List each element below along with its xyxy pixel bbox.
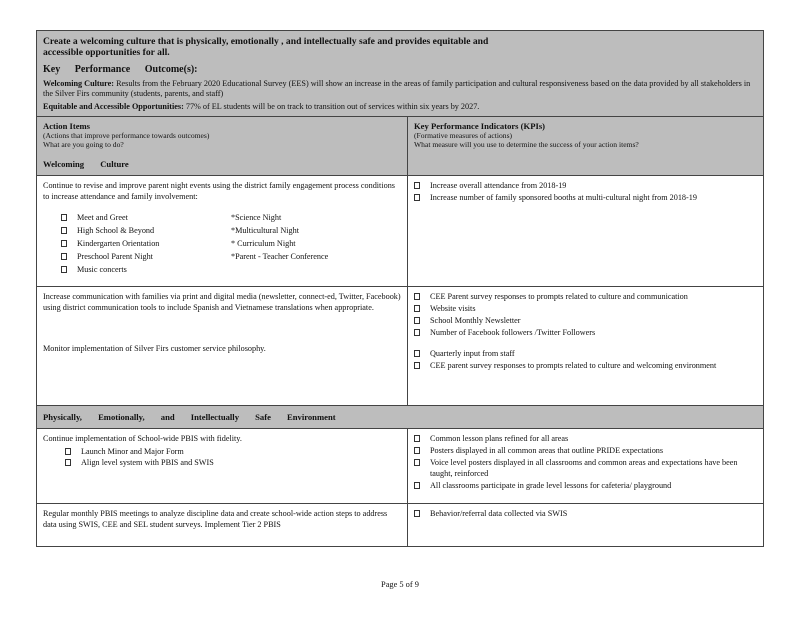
list-item: Quarterly input from staff (414, 348, 757, 359)
equitable-outcome (43, 102, 757, 112)
list-item: Behavior/referral data collected via SWIS (414, 508, 757, 519)
table-row (37, 504, 763, 546)
event-list (61, 212, 401, 275)
row1-kpis (414, 180, 757, 203)
plan-page (36, 30, 764, 547)
bullet-box-icon (61, 227, 67, 234)
list-item: Kindergarten Orientation (61, 238, 231, 249)
list-item: Music concerts (61, 264, 231, 275)
table-row (37, 176, 763, 287)
list-item: Preschool Parent Night (61, 251, 231, 262)
bullet-box-icon (414, 350, 420, 357)
row3-action: Continue implementation of School-wide PBIS with fidelity. (43, 434, 242, 443)
section-welcoming-culture: Welcoming Culture (37, 153, 408, 175)
row3-kpis (414, 433, 757, 491)
row2-kpis-b (414, 348, 757, 371)
row4-action: Regular monthly PBIS meetings to analyze discipline data and create school-wide action steps to address data using SWIS, CEE and SEL student surveys. Implement Tier 2 PBIS (43, 509, 388, 529)
bullet-box-icon (414, 182, 420, 189)
row2-action-a: Increase communication with families via print and digital media (newsletter, connect-ed, Twitter, Facebook) using district communication tools to include Spanish and Vietnamese translations when appropriate. (43, 292, 401, 312)
welcoming-text: Results from the February 2020 Educational Survey (EES) will show an increase in the areas of family participation and cultural responsiveness based on the data provided by all stakeholders in the Silver Firs community (students, parents, and staff) (43, 79, 751, 98)
list-item: *Science Night (231, 213, 282, 222)
equitable-label: Equitable and Accessible Opportunities: (43, 102, 184, 111)
bullet-box-icon (414, 510, 420, 517)
list-item: Launch Minor and Major Form (65, 446, 401, 457)
bullet-box-icon (414, 482, 420, 489)
action-items-header (37, 117, 408, 153)
list-item: Common lesson plans refined for all areas (414, 433, 757, 444)
goal-title-line2: accessible opportunities for all. (43, 47, 170, 58)
table-header (37, 117, 763, 176)
bullet-box-icon (414, 459, 420, 466)
bullet-box-icon (414, 435, 420, 442)
row2-kpis-a (414, 291, 757, 338)
section-band (37, 406, 763, 429)
list-item: Website visits (414, 303, 757, 314)
equitable-text: 77% of EL students will be on track to transition out of services within six years by 2027. (185, 102, 480, 111)
list-item: * Curriculum Night (231, 239, 296, 248)
list-item: High School & Beyond (61, 225, 231, 236)
row1-action: Continue to revise and improve parent night events using the district family engagement process conditions to increase attendance and family involvement: (43, 181, 395, 201)
row2-action-b: Monitor implementation of Silver Firs customer service philosophy. (43, 344, 266, 353)
list-item: All classrooms participate in grade level lessons for cafeteria/ playground (414, 480, 757, 491)
section-safe-environment: Physically, Emotionally, and Intellectually Safe Environment (43, 412, 336, 422)
bullet-box-icon (414, 447, 420, 454)
welcoming-outcome (43, 79, 757, 99)
row4-kpis (414, 508, 757, 519)
list-item: Voice level posters displayed in all classrooms and common areas and expectations have been taught, reinforced (414, 457, 757, 479)
list-item: *Multicultural Night (231, 226, 299, 235)
bullet-box-icon (414, 317, 420, 324)
list-item: Increase overall attendance from 2018-19 (414, 180, 757, 191)
welcoming-label: Welcoming Culture: (43, 79, 115, 88)
list-item: CEE parent survey responses to prompts related to culture and welcoming environment (414, 360, 757, 371)
action-items-sub2: What are you going to do? (43, 140, 124, 149)
kpi-title: Key Performance Indicators (KPIs) (414, 121, 546, 131)
bullet-box-icon (61, 253, 67, 260)
goal-title-line1: Create a welcoming culture that is physically, emotionally , and intellectually safe and provides equitable and (43, 36, 489, 47)
list-item: Number of Facebook followers /Twitter Followers (414, 327, 757, 338)
kpi-sub1: (Formative measures of actions) (414, 131, 513, 140)
goal-section (37, 31, 763, 117)
bullet-box-icon (61, 214, 67, 221)
list-item: School Monthly Newsletter (414, 315, 757, 326)
bullet-box-icon (414, 305, 420, 312)
list-item: CEE Parent survey responses to prompts related to culture and communication (414, 291, 757, 302)
page-number: Page 5 of 9 (381, 580, 419, 589)
bullet-box-icon (61, 240, 67, 247)
bullet-box-icon (414, 293, 420, 300)
kpi-sub2: What measure will you use to determine the success of your action items? (414, 140, 639, 149)
kpi-header (408, 117, 763, 153)
list-item: Posters displayed in all common areas that outline PRIDE expectations (414, 445, 757, 456)
list-item: Meet and Greet (61, 212, 231, 223)
bullet-box-icon (414, 194, 420, 201)
action-items-sub1: (Actions that improve performance towards outcomes) (43, 131, 210, 140)
bullet-box-icon (65, 448, 71, 455)
bullet-box-icon (65, 459, 71, 466)
kpo-heading: Key Performance Outcome(s): (43, 64, 198, 75)
table-row (37, 429, 763, 504)
list-item: Increase number of family sponsored booths at multi-cultural night from 2018-19 (414, 192, 757, 203)
list-item: *Parent - Teacher Conference (231, 252, 329, 261)
bullet-box-icon (61, 266, 67, 273)
list-item: Align level system with PBIS and SWIS (65, 457, 401, 468)
bullet-box-icon (414, 329, 420, 336)
row3-sub-list (65, 446, 401, 468)
bullet-box-icon (414, 362, 420, 369)
action-items-title: Action Items (43, 121, 91, 131)
table-row (37, 287, 763, 406)
